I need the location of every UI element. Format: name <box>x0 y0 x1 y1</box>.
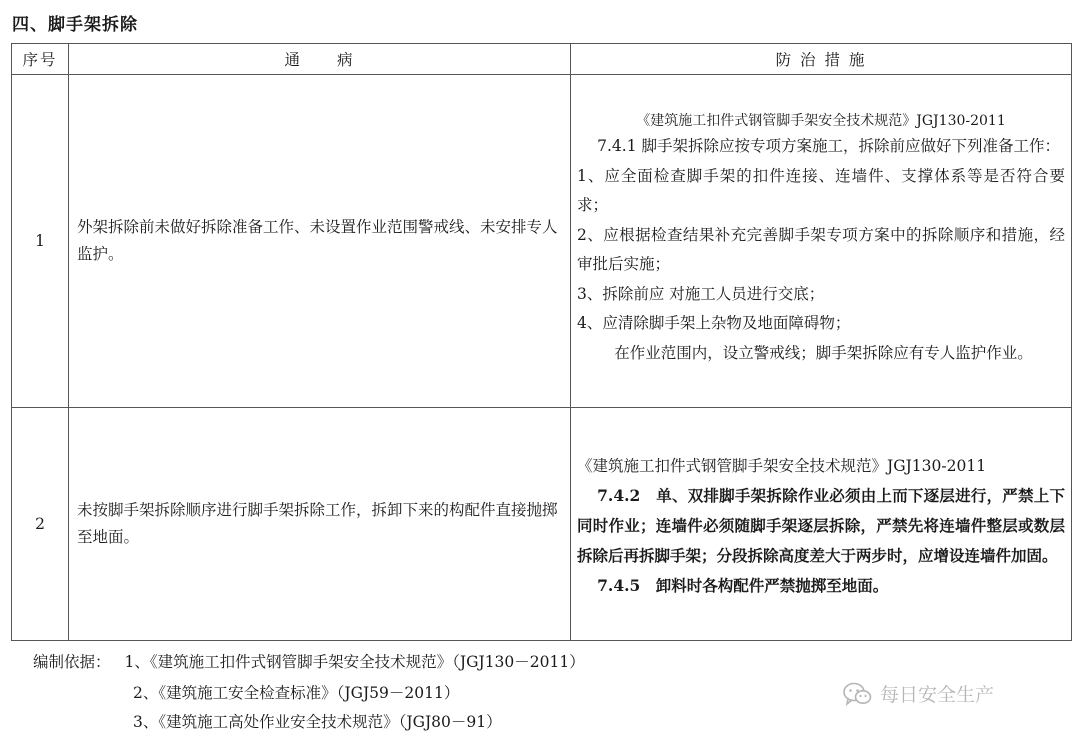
reference-line <box>33 650 585 672</box>
reference-label: 编制依据： <box>33 653 111 671</box>
section-title: 四、脚手架拆除 <box>12 15 138 35</box>
list-item: 2、应根据检查结果补充完善脚手架专项方案中的拆除顺序和措施，经审批后实施； <box>577 225 1065 273</box>
measures-cell <box>571 408 1072 641</box>
row-number: 1 <box>12 75 69 408</box>
reference-item: 2、《建筑施工安全检查标准》（JGJ59－2011） <box>133 684 460 702</box>
table-row <box>12 75 1072 408</box>
table-row <box>12 408 1072 641</box>
clause-text: 7.4.5 卸料时各构配件严禁抛掷至地面。 <box>597 576 889 595</box>
note-text: 在作业范围内，设立警戒线；脚手架拆除应有专人监护作业。 <box>614 343 1033 362</box>
standard-citation: 《建筑施工扣件式钢管脚手架安全技术规范》JGJ130-2011 <box>577 457 987 475</box>
wechat-icon <box>842 681 872 707</box>
row-number: 2 <box>12 408 69 641</box>
table-header-row <box>12 44 1072 75</box>
reference-item: 3、《建筑施工高处作业安全技术规范》（JGJ80－91） <box>133 713 502 731</box>
list-item: 4、应清除脚手架上杂物及地面障碍物； <box>577 314 851 332</box>
defects-table <box>11 43 1072 641</box>
issue-cell: 外架拆除前未做好拆除准备工作、未设置作业范围警戒线、未安排专人监护。 <box>69 75 571 408</box>
list-item: 1、应全面检查脚手架的扣件连接、连墙件、支撑体系等是否符合要求； <box>577 166 1065 214</box>
clause-text: 7.4.2 单、双排脚手架拆除作业必须由上而下逐层进行，严禁上下同时作业；连墙件必须随脚手架逐层拆除，严禁先将连墙件整层或数层拆除后再拆脚手架；分段拆除高度差大于两步时，应增设连墙件加固。 <box>577 486 1065 565</box>
header-no: 序号 <box>12 44 69 75</box>
measures-cell <box>571 75 1072 408</box>
reference-item: 1、《建筑施工扣件式钢管脚手架安全技术规范》（JGJ130－2011） <box>124 653 585 671</box>
header-measures: 防 治 措 施 <box>571 44 1072 75</box>
list-item: 3、拆除前应 对施工人员进行交底； <box>577 284 825 303</box>
clause-text: 7.4.1 脚手架拆除应按专项方案施工，拆除前应做好下列准备工作： <box>597 137 1061 155</box>
watermark-text: 每日安全生产 <box>880 684 995 706</box>
header-issue: 通 病 <box>69 44 571 75</box>
issue-cell: 未按脚手架拆除顺序进行脚手架拆除工作，拆卸下来的构配件直接抛掷至地面。 <box>69 408 571 641</box>
watermark <box>842 680 994 707</box>
standard-citation: 《建筑施工扣件式钢管脚手架安全技术规范》JGJ130-2011 <box>636 113 1006 129</box>
